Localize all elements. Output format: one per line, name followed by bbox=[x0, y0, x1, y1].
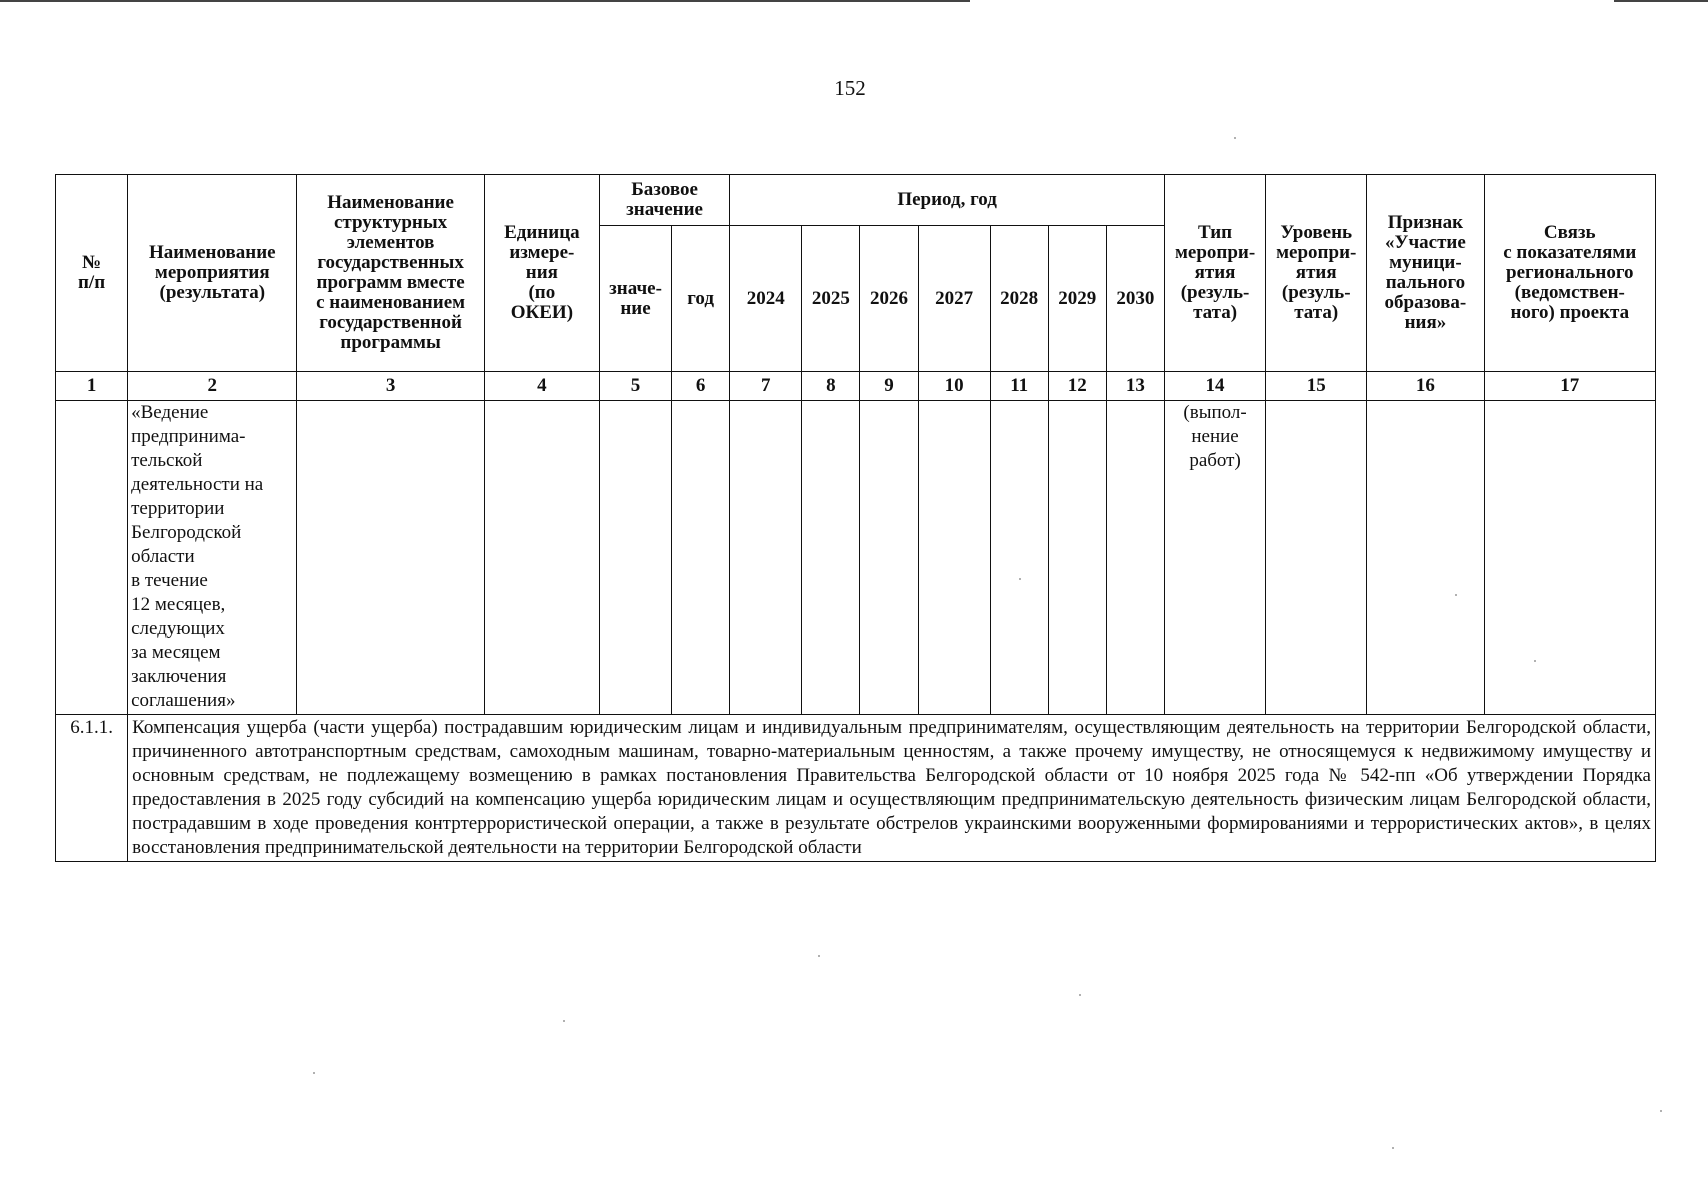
activity-type-cell: (выпол- нение работ) bbox=[1164, 401, 1265, 715]
empty-cell bbox=[484, 401, 599, 715]
column-number: 8 bbox=[802, 372, 860, 401]
column-number: 15 bbox=[1266, 372, 1367, 401]
scan-edge-line-left bbox=[0, 0, 970, 2]
header-row-top bbox=[56, 175, 1656, 226]
section-number: 6.1.1. bbox=[56, 715, 128, 862]
empty-cell bbox=[918, 401, 990, 715]
empty-cell bbox=[730, 401, 802, 715]
page-number: 152 bbox=[834, 76, 866, 100]
header-base-year: год bbox=[672, 226, 730, 372]
scan-speck bbox=[1455, 594, 1457, 596]
header-structural-elements: Наименование структурных элементов государственных программ вместе с наименованием государственной программы bbox=[297, 175, 484, 372]
column-number: 12 bbox=[1048, 372, 1106, 401]
column-number: 6 bbox=[672, 372, 730, 401]
scan-speck bbox=[1534, 660, 1536, 662]
header-year-2026: 2026 bbox=[860, 226, 918, 372]
header-project-link: Связь с показателями регионального (ведомствен- ного) проекта bbox=[1484, 175, 1655, 372]
empty-cell bbox=[1367, 401, 1484, 715]
column-number: 17 bbox=[1484, 372, 1655, 401]
column-number: 13 bbox=[1106, 372, 1164, 401]
scan-speck bbox=[1019, 578, 1021, 580]
column-number: 11 bbox=[990, 372, 1048, 401]
indicators-table bbox=[55, 174, 1656, 862]
header-base-value: значе- ние bbox=[599, 226, 671, 372]
empty-cell bbox=[1048, 401, 1106, 715]
header-activity-name: Наименование мероприятия (результата) bbox=[128, 175, 297, 372]
activity-continuation-row bbox=[56, 401, 1656, 715]
empty-cell bbox=[56, 401, 128, 715]
scan-speck bbox=[563, 1020, 565, 1022]
scan-speck bbox=[1079, 994, 1081, 996]
header-year-2025: 2025 bbox=[802, 226, 860, 372]
empty-cell bbox=[1106, 401, 1164, 715]
empty-cell bbox=[860, 401, 918, 715]
section-description: Компенсация ущерба (части ущерба) пострадавшим юридическим лицам и индивидуальным предпринимателям, осуществляющим деятельность на территории Белгородской области, причиненного автотранспортным средствам, самоходным машинам, товарно-материальным ценностям, а также прочему имуществу, не относящемуся к недвижимому имуществу и основным средствам, не подлежащему возмещению в рамках постановления Правительства Белгородской области от 10 ноября 2025 года № 542-пп «Об утверждении Порядка предоставления в 2025 году субсидий на компенсацию ущерба юридическим лицам и осуществляющим предпринимательскую деятельность физическим лицам Белгородской области, пострадавшим в ходе проведения контртеррористической операции, а также в результате обстрелов украинскими вооруженными формированиями и террористических актов», в целях восстановления предпринимательской деятельности на территории Белгородской области bbox=[128, 715, 1656, 862]
activity-name-cell: «Ведение предпринима- тельской деятельности на территории Белгородской области в течение 12 месяцев, следующих за месяцем заключения соглашения» bbox=[128, 401, 297, 715]
empty-cell bbox=[297, 401, 484, 715]
header-year-2027: 2027 bbox=[918, 226, 990, 372]
column-number: 16 bbox=[1367, 372, 1484, 401]
empty-cell bbox=[1484, 401, 1655, 715]
empty-cell bbox=[599, 401, 671, 715]
header-base-value-group: Базовое значение bbox=[599, 175, 729, 226]
header-unit: Единица измере- ния (по ОКЕИ) bbox=[484, 175, 599, 372]
column-number: 7 bbox=[730, 372, 802, 401]
column-number: 3 bbox=[297, 372, 484, 401]
scan-speck bbox=[1392, 1147, 1394, 1149]
column-number: 9 bbox=[860, 372, 918, 401]
column-number: 1 bbox=[56, 372, 128, 401]
empty-cell bbox=[672, 401, 730, 715]
empty-cell bbox=[990, 401, 1048, 715]
header-year-2030: 2030 bbox=[1106, 226, 1164, 372]
header-activity-level: Уровень меропри- ятия (резуль- тата) bbox=[1266, 175, 1367, 372]
empty-cell bbox=[1266, 401, 1367, 715]
header-period-group: Период, год bbox=[730, 175, 1165, 226]
header-activity-type: Тип меропри- ятия (резуль- тата) bbox=[1164, 175, 1265, 372]
scan-speck bbox=[1234, 137, 1236, 139]
header-row-number: № п/п bbox=[56, 175, 128, 372]
header-year-2029: 2029 bbox=[1048, 226, 1106, 372]
header-year-2024: 2024 bbox=[730, 226, 802, 372]
section-row bbox=[56, 715, 1656, 862]
column-number: 4 bbox=[484, 372, 599, 401]
column-number: 14 bbox=[1164, 372, 1265, 401]
scan-speck bbox=[1660, 1110, 1662, 1112]
column-number: 10 bbox=[918, 372, 990, 401]
column-number: 2 bbox=[128, 372, 297, 401]
column-numbers-row bbox=[56, 372, 1656, 401]
scan-edge-line-right bbox=[1614, 0, 1708, 2]
column-number: 5 bbox=[599, 372, 671, 401]
empty-cell bbox=[802, 401, 860, 715]
scan-speck bbox=[313, 1072, 315, 1074]
scan-speck bbox=[818, 955, 820, 957]
header-municipal-participation: Признак «Участие муници- пального образова- ния» bbox=[1367, 175, 1484, 372]
header-year-2028: 2028 bbox=[990, 226, 1048, 372]
